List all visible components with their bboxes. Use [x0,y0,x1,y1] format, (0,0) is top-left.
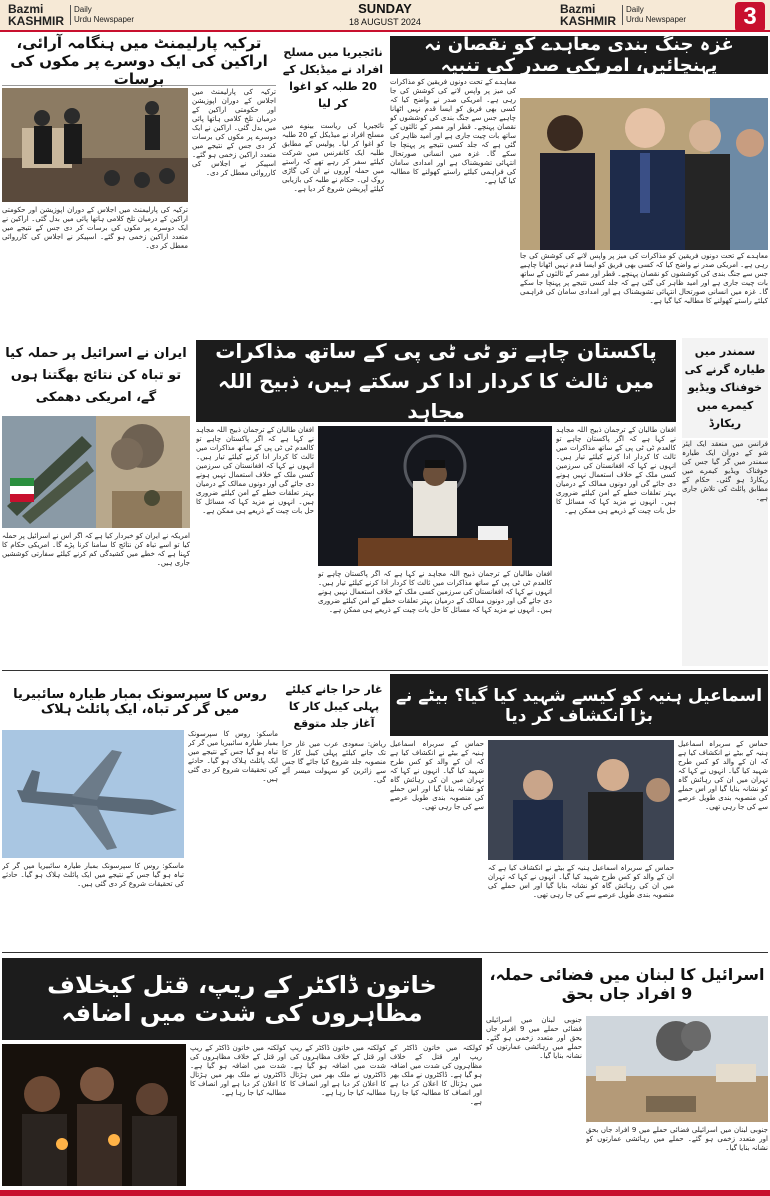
brand-tagline-right [622,5,686,25]
body-protest-col3: کولکتہ میں خاتون ڈاکٹر کے ریپ اور قتل کے خلاف مظاہروں کی شدت میں اضافہ ہو گیا ہے۔ ڈاکٹروں نے ملک بھر میں ہڑتال کا اعلان کر دیا ہے اور انصاف کا مطالبہ کیا جا رہا ہے۔ [390,1044,482,1106]
headline-nigeria[interactable]: نائجیریا میں مسلح افراد نے میڈیکل کے 20 طلبہ کو اغوا کر لیا [282,38,384,118]
photo-turkey-parliament [2,88,188,202]
headline-sea-plane[interactable]: سمندر میں طیارہ گرنے کی خوفناک ویڈیو کیمرے میں ریکارڈ [682,338,768,438]
body-iran: امریکہ نے ایران کو خبردار کیا ہے کہ اگر اس نے اسرائیل پر حملہ کیا تو اسے تباہ کن نتائج کا سامنا کرنا پڑے گا۔ امریکی حکام کا کہنا ہے کہ خطے میں کشیدگی کم کرنے کیلئے سفارتی کوششیں جاری ہیں۔ [2,532,190,567]
day-label: SUNDAY [358,1,412,16]
photo-mujahid-press [318,426,552,566]
body-protest-col1: کولکتہ میں خاتون ڈاکٹر کے ریپ اور قتل کے خلاف مظاہروں کی شدت میں اضافہ ہو گیا ہے۔ ڈاکٹروں نے ملک بھر میں ہڑتال کا اعلان کر دیا ہے اور انصاف کا مطالبہ کیا جا رہا ہے۔ [190,1044,286,1097]
body-haniyeh-col3: حماس کے سربراہ اسماعیل ہنیہ کے بیٹے نے انکشاف کیا ہے کہ ان کے والد کو کس طرح شہید کیا گیا۔ انہوں نے کہا کہ تہران میں ان کی رہائش گاہ کو نشانہ بنایا گیا اور اس حملے کی منصوبہ بندی طویل عرصے سے کی جا رہی تھی۔ [488,864,674,899]
body-haniyeh-col2: حماس کے سربراہ اسماعیل ہنیہ کے بیٹے نے انکشاف کیا ہے کہ ان کے والد کو کس طرح شہید کیا گیا۔ انہوں نے کہا کہ تہران میں ان کی رہائش گاہ کو نشانہ بنایا گیا اور اس حملے کی منصوبہ بندی طویل عرصے سے کی جا رہی تھی۔ [390,740,484,811]
date-block [300,2,470,28]
section-divider-2 [2,952,768,953]
brand-name-2: KASHMIR [8,14,64,28]
body-turkey-col1: ترکیہ کی پارلیمنٹ میں اجلاس کے دوران اپوزیشن اور حکومتی اراکین کے درمیان تلخ کلامی ہاتھا پائی میں بدل گئی۔ اراکین نے ایک دوسرے پر مکوں کی برسات کر دی جس کے نتیجے میں متعدد اراکین زخمی ہو گئے۔ اسپیکر نے اجلاس کی کارروائی معطل کر دی۔ [192,88,276,177]
page-number-badge: 3 [735,2,765,32]
photo-gaza-biden [520,98,768,250]
body-nigeria: نائجیریا کی ریاست بینوے میں مسلح افراد نے میڈیکل کے 20 طلبہ کو اغوا کر لیا۔ پولیس کے مطابق طلبہ ایک کانفرنس میں شرکت کیلئے سفر کر رہے تھے کہ راستے میں حملہ آوروں نے ان کی گاڑی روک لی۔ حکام نے طلبہ کی بازیابی کیلئے آپریشن شروع کر دیا ہے۔ [282,122,384,193]
body-cable-car: ریاض: سعودی عرب میں غار حرا تک جانے کیلئے پہلی کیبل کار کا منصوبہ جلد شروع کیا جائے گا جس سے زائرین کو سہولت میسر آئے گی۔ [282,740,386,784]
body-ttp-col2: افغان طالبان کے ترجمان ذبیح اللہ مجاہد نے کہا ہے کہ اگر پاکستان چاہے تو کالعدم ٹی ٹی پی کے ساتھ مذاکرات میں ثالث کا کردار ادا کرنے کیلئے تیار ہیں۔ انہوں نے کہا کہ افغانستان کی سرزمین کسی ملک کے خلاف استعمال نہیں ہونے دی جائے گی اور دونوں ممالک کے درمیان بہتر تعلقات خطے کے امن کیلئے ضروری ہیں۔ انہوں نے مزید کہا کہ مسائل کا حل بات چیت کے ذریعے ہی ممکن ہے۔ [196,426,314,515]
body-russia-col2: ماسکو: روس کا سپرسونک بمبار طیارہ سائبیریا میں گر کر تباہ ہو گیا جس کے نتیجے میں ایک پائلٹ ہلاک ہو گیا۔ حادثے کی تحقیقات شروع کر دی گئی ہیں۔ [2,862,184,888]
photo-iran-missiles [2,416,190,528]
headline-turkey[interactable]: ترکیہ پارلیمنٹ میں ہنگامہ آرائی، اراکین کی ایک دوسرے پر مکوں کی برسات [2,36,276,86]
date-label: 18 AUGUST 2024 [349,17,421,27]
body-ttp-col1: افغان طالبان کے ترجمان ذبیح اللہ مجاہد نے کہا ہے کہ اگر پاکستان چاہے تو کالعدم ٹی ٹی پی کے ساتھ مذاکرات میں ثالث کا کردار ادا کرنے کیلئے تیار ہیں۔ انہوں نے کہا کہ افغانستان کی سرزمین کسی ملک کے خلاف استعمال نہیں ہونے دی جائے گی اور دونوں ممالک کے درمیان بہتر تعلقات خطے کے امن کیلئے ضروری ہیں۔ انہوں نے مزید کہا کہ مسائل کا حل بات چیت کے ذریعے ہی ممکن ہے۔ [556,426,676,515]
photo-protest-candles [2,1044,186,1186]
body-sea-plane: فرانس میں منعقد ایک ایئر شو کے دوران ایک طیارہ سمندر میں گر گیا جس کی خوفناک ویڈیو کیمرے میں ریکارڈ ہو گئی۔ حکام کے مطابق پائلٹ کی تلاش جاری ہے۔ [682,440,768,666]
body-turkey-col2: ترکیہ کی پارلیمنٹ میں اجلاس کے دوران اپوزیشن اور حکومتی اراکین کے درمیان تلخ کلامی ہاتھا پائی میں بدل گئی۔ اراکین نے ایک دوسرے پر مکوں کی برسات کر دی جس کے نتیجے میں متعدد اراکین زخمی ہو گئے۔ اسپیکر نے اجلاس کی کارروائی معطل کر دی۔ [2,206,188,250]
masthead-logo-right [560,3,616,27]
body-gaza-col2: معاہدے کے تحت دونوں فریقین کو مذاکرات کی میز پر واپس لانے کی کوشش کی جا رہی ہے۔ امریکی صدر نے واضح کیا کہ کسی بھی فریق کو ایسا قدم نہیں اٹھانا چاہیے جس سے جنگ بندی کی کوششوں کو نقصان پہنچے۔ قطر اور مصر کے ثالثوں کے ساتھ بات چیت جاری ہے اور امید ظاہر کی گئی ہے کہ جلد کسی نتیجے پر پہنچا جا سکے گا۔ غزہ میں انسانی صورتحال انتہائی تشویشناک ہے اور امدادی سامان کی فراہمی کیلئے راستے کھولنے کا مطالبہ کیا گیا ہے۔ [520,252,768,305]
body-lebanon-col1: جنوبی لبنان میں اسرائیلی فضائی حملے میں 9 افراد جاں بحق اور متعدد زخمی ہو گئے۔ حملے میں رہائشی عمارتوں کو نشانہ بنایا گیا۔ [486,1016,582,1060]
body-gaza-col1: معاہدے کے تحت دونوں فریقین کو مذاکرات کی میز پر واپس لانے کی کوشش کی جا رہی ہے۔ امریکی صدر نے واضح کیا کہ کسی بھی فریق کو ایسا قدم نہیں اٹھانا چاہیے جس سے جنگ بندی کی کوششوں کو نقصان پہنچے۔ قطر اور مصر کے ثالثوں کے ساتھ بات چیت جاری ہے اور امید ظاہر کی گئی ہے کہ جلد کسی نتیجے پر پہنچا جا سکے گا۔ غزہ میں انسانی صورتحال انتہائی تشویشناک ہے اور امدادی سامان کی فراہمی کیلئے راستے کھولنے کا مطالبہ کیا گیا ہے۔ [390,78,516,185]
masthead-logo-left [8,3,64,27]
photo-haniyeh-son [488,740,674,860]
body-lebanon-col2: جنوبی لبنان میں اسرائیلی فضائی حملے میں 9 افراد جاں بحق اور متعدد زخمی ہو گئے۔ حملے میں رہائشی عمارتوں کو نشانہ بنایا گیا۔ [586,1126,768,1152]
tagline-urdu: Urdu Newspaper [74,15,135,24]
body-protest-col2: کولکتہ میں خاتون ڈاکٹر کے ریپ اور قتل کے خلاف مظاہروں کی شدت میں اضافہ ہو گیا ہے۔ ڈاکٹروں نے ملک بھر میں ہڑتال کا اعلان کر دیا ہے اور انصاف کا مطالبہ کیا جا رہا ہے۔ [290,1044,386,1097]
tagline-daily: Daily [74,5,92,14]
brand-name-right-2: KASHMIR [560,14,616,28]
body-russia-col1: ماسکو: روس کا سپرسونک بمبار طیارہ سائبیریا میں گر کر تباہ ہو گیا جس کے نتیجے میں ایک پائلٹ ہلاک ہو گیا۔ حادثے کی تحقیقات شروع کر دی گئی ہیں۔ [188,730,278,783]
footer-bar [0,1190,770,1196]
headline-russia-jet[interactable]: روس کا سپرسونک بمبار طیارہ سائبیریا میں گر کر تباہ، ایک پائلٹ ہلاک [2,676,278,728]
section-divider [2,670,768,671]
brand-tagline-left [70,5,134,25]
tagline-daily-right: Daily [626,5,644,14]
headline-cable-car[interactable]: غار حرا جانے کیلئے پہلی کیبل کار کا آغاز جلد متوقع [282,676,386,736]
body-ttp-col3: افغان طالبان کے ترجمان ذبیح اللہ مجاہد نے کہا ہے کہ اگر پاکستان چاہے تو کالعدم ٹی ٹی پی کے ساتھ مذاکرات میں ثالث کا کردار ادا کرنے کیلئے تیار ہیں۔ انہوں نے کہا کہ افغانستان کی سرزمین کسی ملک کے خلاف استعمال نہیں ہونے دی جائے گی اور دونوں ممالک کے درمیان بہتر تعلقات خطے کے امن کیلئے ضروری ہیں۔ انہوں نے مزید کہا کہ مسائل کا حل بات چیت کے ذریعے ہی ممکن ہے۔ [318,570,552,614]
headline-israel-lebanon[interactable]: اسرائیل کا لبنان میں فضائی حملہ، 9 افراد جاں بحق [486,956,768,1012]
headline-pakistan-ttp[interactable]: پاکستان چاہے تو ٹی ٹی پی کے ساتھ مذاکرات میں ثالث کا کردار ادا کر سکتے ہیں، ذبیح اللہ مجاہد [196,340,676,422]
body-haniyeh-col1: حماس کے سربراہ اسماعیل ہنیہ کے بیٹے نے انکشاف کیا ہے کہ ان کے والد کو کس طرح شہید کیا گیا۔ انہوں نے کہا کہ تہران میں ان کی رہائش گاہ کو نشانہ بنایا گیا اور اس حملے کی منصوبہ بندی طویل عرصے سے کی جا رہی تھی۔ [678,740,768,811]
photo-lebanon-strike [586,1016,768,1122]
brand-name-right: Bazmi [560,2,596,16]
brand-name: Bazmi [8,2,44,16]
headline-gaza[interactable]: غزہ جنگ بندی معاہدے کو نقصان نہ پہنچائیں، امریکی صدر کی تنبیہ [390,36,768,74]
photo-russia-jet [2,730,184,858]
headline-haniyeh[interactable]: اسماعیل ہنیہ کو کیسے شہید کیا گیا؟ بیٹے نے بڑا انکشاف کر دیا [390,674,768,736]
tagline-urdu-right: Urdu Newspaper [626,15,687,24]
headline-doctor-protest[interactable]: خاتون ڈاکٹر کے ریپ، قتل کیخلاف مظاہروں کی شدت میں اضافہ [2,958,482,1040]
headline-iran[interactable]: ایران نے اسرائیل پر حملہ کیا تو تباہ کن نتائج بھگتنا ہوں گے، امریکی دھمکی [2,340,190,412]
